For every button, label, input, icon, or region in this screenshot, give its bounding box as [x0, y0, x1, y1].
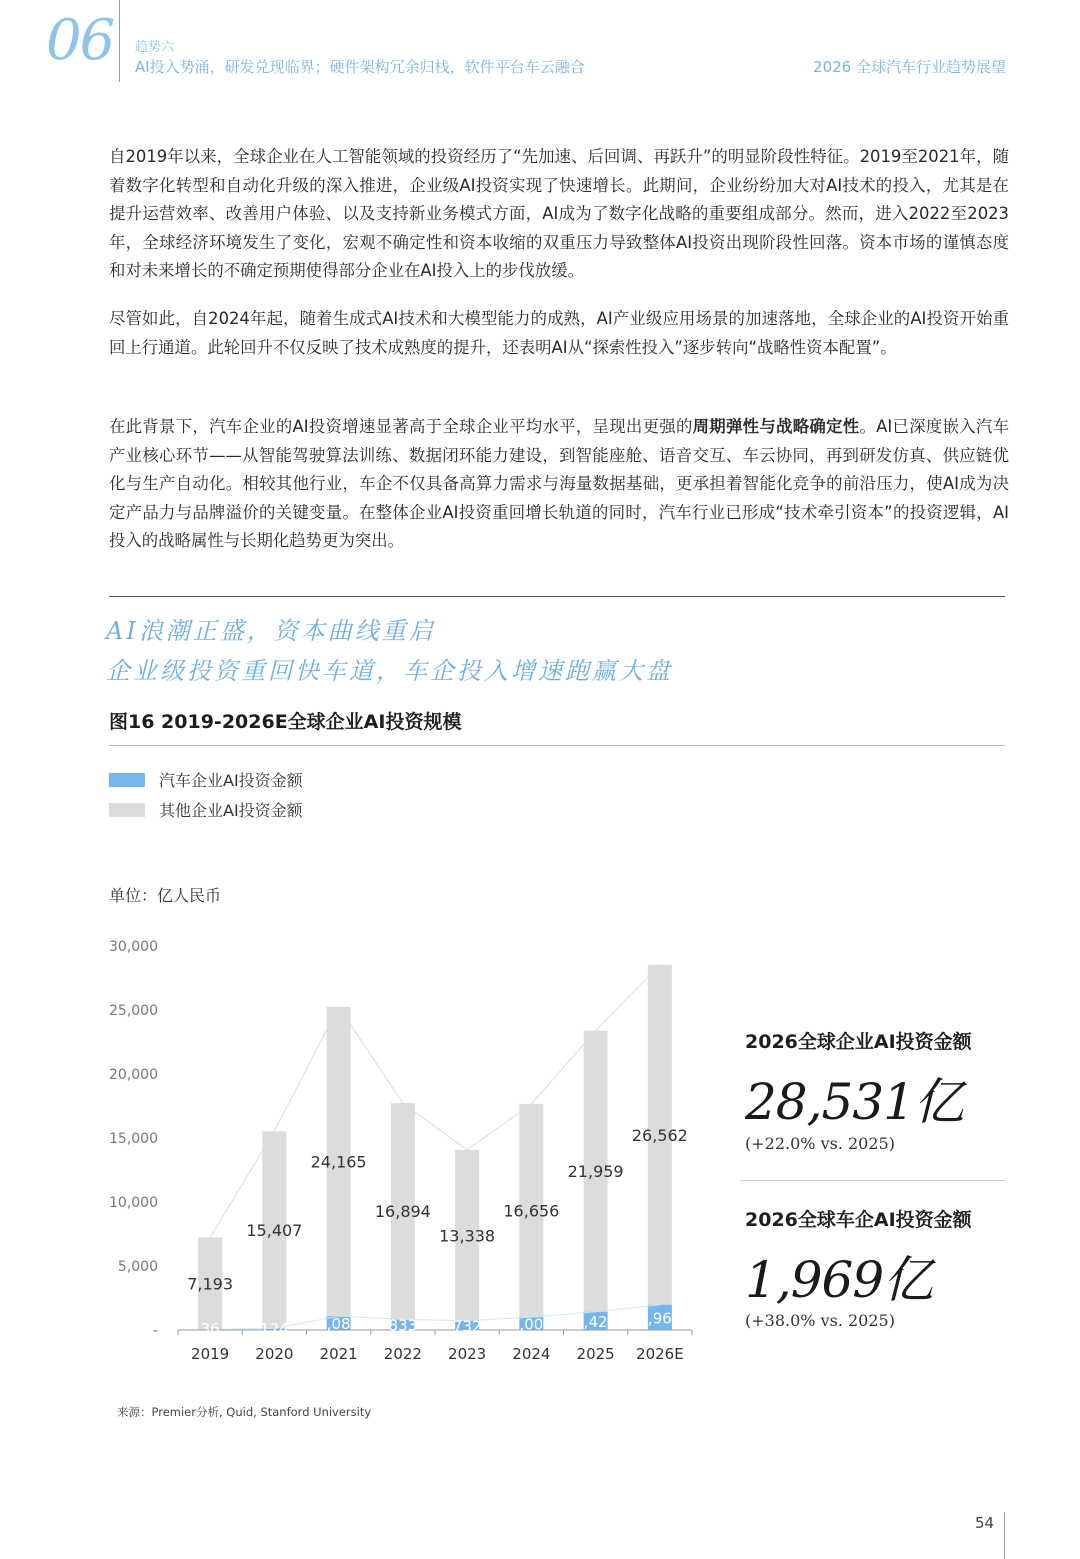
other-value-label-2019: 7,193 — [187, 1274, 234, 1294]
kpi-2-change: (+38.0% vs. 2025) — [745, 1311, 895, 1330]
auto-value-label-2019: 36 — [200, 1320, 220, 1338]
y-tick-label: 20,000 — [109, 1067, 158, 1083]
auto-value-label-2021: 1,086 — [317, 1315, 361, 1334]
paragraph-3-part-a: 在此背景下，汽车企业的AI投资增速显著高于全球企业平均水平，呈现出更强的 — [109, 417, 693, 436]
kpi-1-change: (+22.0% vs. 2025) — [745, 1134, 895, 1153]
source-note: 来源：Premier分析, Quid, Stanford University — [117, 1405, 372, 1419]
auto-value-label-2020: 124 — [260, 1320, 289, 1338]
kpi-2-value: 1,969亿 — [745, 1251, 933, 1309]
legend-label-auto: 汽车企业AI投资金额 — [159, 771, 303, 790]
report-title: 2026 全球汽车行业趋势展望 — [813, 58, 1006, 76]
paragraph-3-emphasis: 周期弹性与战略确定性 — [692, 417, 860, 436]
trend-label: 趋势六 — [135, 40, 175, 55]
auto-value-label-2026E: 1,969 — [638, 1309, 682, 1328]
kpi-2-title: 2026全球车企AI投资金额 — [745, 1209, 972, 1231]
auto-value-label-2024: 1,007 — [509, 1315, 553, 1334]
paragraph-2: 尽管如此，自2024年起，随着生成式AI技术和大模型能力的成熟，AI产业级应用场景的加速落地，全球企业的AI投资开始重回上行通道。此轮回升不仅反映了技术成熟度的提升，还表明AI从“探索性投入”逐步转向“战略性资本配置”。 — [109, 309, 1009, 357]
y-tick-label: - — [152, 1323, 158, 1339]
page-number-rule — [1004, 1512, 1005, 1559]
header-divider — [119, 0, 120, 82]
other-value-label-2022: 16,894 — [374, 1202, 431, 1222]
headline-line-1: AI浪潮正盛，资本曲线重启 — [106, 617, 436, 645]
kpi-1-value: 28,531亿 — [745, 1073, 963, 1131]
auto-value-label-2023: 732 — [452, 1317, 482, 1336]
other-value-label-2024: 16,656 — [503, 1201, 560, 1221]
other-value-label-2020: 15,407 — [246, 1220, 303, 1240]
other-value-label-2023: 13,338 — [439, 1226, 496, 1246]
x-tick-label-2025: 2025 — [576, 1345, 615, 1363]
other-value-label-2025: 21,959 — [567, 1162, 624, 1182]
y-tick-label: 15,000 — [109, 1131, 158, 1147]
trend-title: AI投入势涌，研发兑现临界；硬件架构冗余归栈，软件平台车云融合 — [135, 58, 585, 76]
legend-label-other: 其他企业AI投资金额 — [159, 801, 303, 820]
other-value-label-2026E: 26,562 — [631, 1125, 688, 1145]
y-tick-label: 25,000 — [109, 1003, 158, 1019]
x-tick-label-2026E: 2026E — [636, 1345, 684, 1363]
x-tick-label-2023: 2023 — [448, 1345, 487, 1363]
paragraph-1: 自2019年以来，全球企业在人工智能领域的投资经历了“先加速、后回调、再跃升”的明显阶段性特征。2019至2021年，随着数字化转型和自动化升级的深入推进，企业级AI投资实现了快速增长。此期间，企业纷纷加大对AI技术的投入，尤其是在提升运营效率、改善用户体验、以及支持新业务模式方面，AI成为了数字化战略的重要组成部分。然而，进入2022至2023年，全球经济环境发生了变化，宏观不确定性和资本收缩的双重压力导致整体AI投资出现阶段性回落。资本市场的谨慎态度和对未来增长的不确定预期使得部分企业在AI投入上的步伐放缓。 — [109, 147, 1009, 280]
unit-label: 单位：亿人民币 — [109, 886, 222, 905]
paragraph-3-part-b: 。AI已深度嵌入汽车产业核心环节——从智能驾驶算法训练、数据闭环能力建设，到智能座舱、语音交互、车云协同，再到研发仿真、供应链优化与生产自动化。相较其他行业，车企不仅具备高算力需求与海量数据基础，更承担着智能化竞争的前沿压力，使AI成为决定产品力与品牌溢价的关键变量。在整体企业AI投资重回增长轨道的同时，汽车行业已形成“技术牵引资本”的投资逻辑，AI投入的战略属性与长期化趋势更为突出。 — [109, 417, 1010, 550]
paragraph-3 — [109, 413, 1009, 556]
investment-bar-chart — [100, 930, 720, 1370]
x-tick-label-2019: 2019 — [191, 1345, 230, 1363]
y-tick-label: 30,000 — [109, 939, 158, 955]
auto-value-label-2025: 1,427 — [574, 1312, 618, 1331]
section-divider — [109, 596, 1005, 597]
legend-item-auto — [109, 768, 303, 791]
headline-line-2: 企业级投资重回快车道，车企投入增速跑赢大盘 — [106, 657, 673, 685]
chapter-number: 06 — [46, 8, 114, 73]
legend-swatch-other — [109, 803, 145, 817]
x-tick-label-2022: 2022 — [383, 1345, 422, 1363]
x-tick-label-2021: 2021 — [319, 1345, 358, 1363]
y-tick-label: 10,000 — [109, 1195, 158, 1211]
figure-title-divider — [109, 745, 1005, 746]
page-number: 54 — [975, 1514, 995, 1532]
legend-item-other — [109, 798, 303, 821]
figure-title: 图16 2019-2026E全球企业AI投资规模 — [109, 711, 462, 733]
kpi-1-title: 2026全球企业AI投资金额 — [745, 1031, 972, 1053]
auto-value-label-2022: 833 — [388, 1316, 418, 1335]
x-tick-label-2024: 2024 — [512, 1345, 551, 1363]
kpi-divider — [740, 1180, 1006, 1181]
x-tick-label-2020: 2020 — [255, 1345, 294, 1363]
legend-swatch-auto — [109, 773, 145, 787]
y-tick-label: 5,000 — [117, 1259, 158, 1275]
other-value-label-2021: 24,165 — [310, 1152, 367, 1172]
